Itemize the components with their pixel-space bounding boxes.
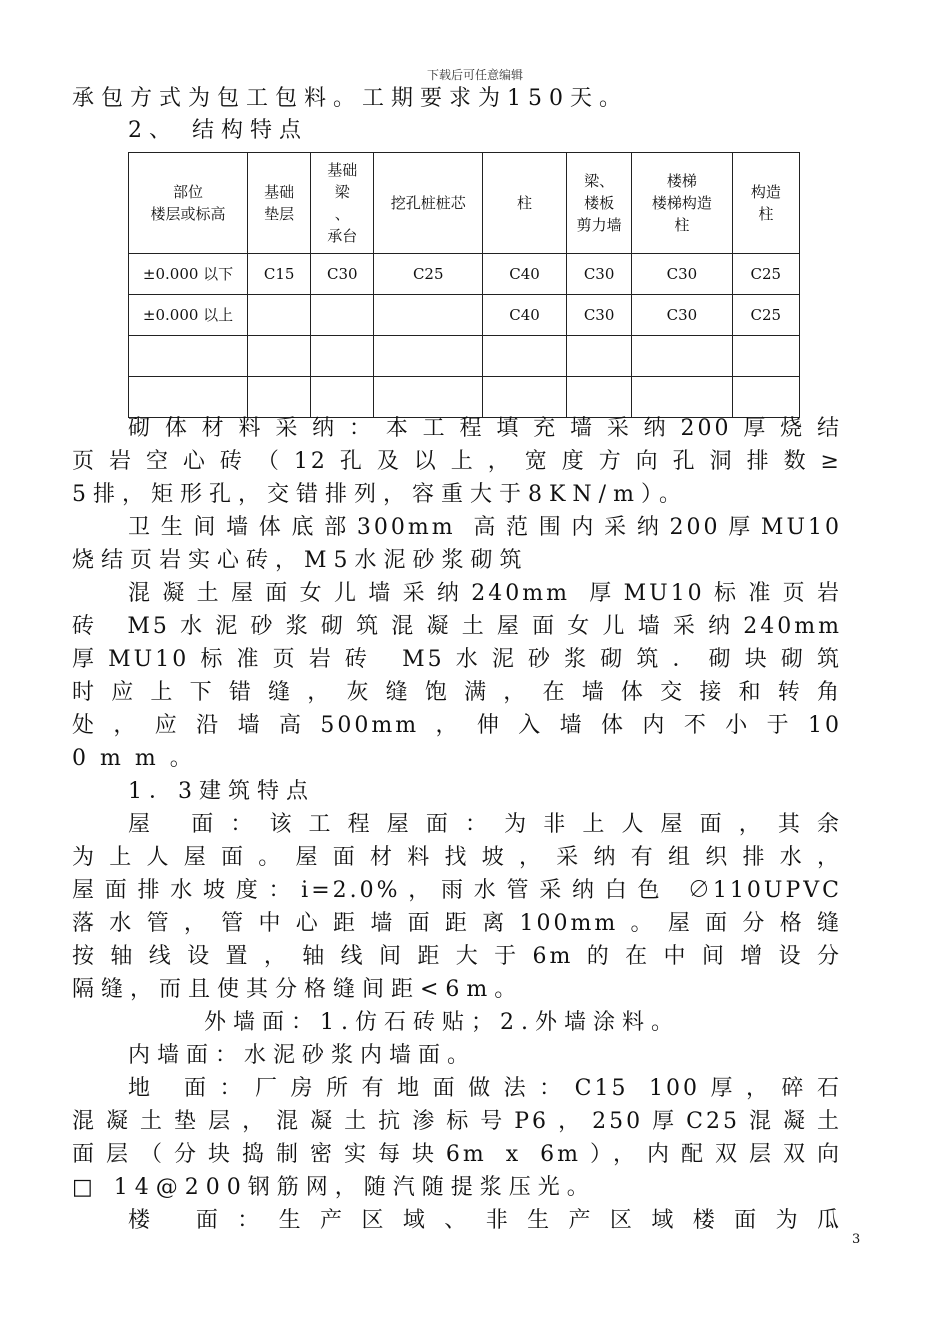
table-cell: C25 (732, 254, 799, 295)
table-cell (248, 377, 311, 418)
table-cell (129, 377, 248, 418)
table-cell: ±0.000 以下 (129, 254, 248, 295)
page-header: 下载后可任意编辑 (426, 68, 523, 82)
text-line: 卫生间墙体底部300mm 高范围内采纳200厚MU10 (128, 515, 842, 540)
table-row (129, 377, 800, 418)
table-cell (566, 336, 631, 377)
text-line: 页岩空心砖（12孔及以上，宽度方向孔洞排数≥ (72, 449, 842, 474)
table-header-cell: 楼梯 楼梯构造 柱 (632, 153, 732, 254)
table-cell: C30 (566, 295, 631, 336)
text-line: 面层（分块捣制密实每块6m x 6m），内配双层双向 (72, 1142, 842, 1167)
table-row (129, 254, 800, 295)
table-cell: C40 (483, 254, 567, 295)
table-cell: C30 (311, 254, 374, 295)
table-header-cell: 基础 梁 、 承台 (311, 153, 374, 254)
text-line: 5排，矩形孔，交错排列，容重大于8KN/m）。 (72, 482, 688, 507)
text-line: 按轴线设置，轴线间距大于6m的在中间增设分 (72, 944, 842, 969)
text-line: 混凝土屋面女儿墙采纳240mm 厚MU10标准页岩 (128, 581, 842, 606)
table-cell: C40 (483, 295, 567, 336)
table-cell (311, 295, 374, 336)
table-header-cell: 挖孔桩桩芯 (374, 153, 483, 254)
text-line: 时应上下错缝，灰缝饱满，在墙体交接和转角 (72, 680, 842, 705)
table-header-cell: 部位 楼层或标高 (129, 153, 248, 254)
text-line: 外墙面：1.仿石砖贴；2.外墙涂料。 (204, 1010, 680, 1035)
table-header-cell: 梁、 楼板 剪力墙 (566, 153, 631, 254)
section-heading: 2、 结构特点 (128, 118, 308, 143)
table-cell (566, 377, 631, 418)
table-cell: C25 (732, 295, 799, 336)
text-line: 处，应沿墙高500mm，伸入墙体内不小于10 (72, 713, 842, 738)
text-line: 厚MU10标准页岩砖 M5水泥砂浆砌筑．砌块砌筑 (72, 647, 842, 672)
table-row (129, 336, 800, 377)
text-line: 地 面：厂房所有地面做法：C15 100厚，碎石 (128, 1076, 842, 1101)
text-line: 落水管，管中心距墙面距离100mm。屋面分格缝 (72, 911, 842, 936)
table-cell (483, 377, 567, 418)
text-line: 砖 M5水泥砂浆砌筑混凝土屋面女儿墙采纳240mm (72, 614, 842, 639)
table-cell: C30 (566, 254, 631, 295)
text-line: 0mm。 (72, 746, 206, 771)
text-line: 屋 面：该工程屋面：为非上人屋面，其余 (128, 812, 842, 837)
text-line: 砌体材料采纳：本工程填充墙采纳200厚烧结 (128, 416, 842, 441)
text-line: 为上人屋面。屋面材料找坡，采纳有组织排水， (72, 845, 842, 870)
page-number: 3 (852, 1232, 861, 1247)
table-cell (632, 377, 732, 418)
table-cell: C15 (248, 254, 311, 295)
text-line: 隔缝，而且使其分格缝间距<6m。 (72, 977, 524, 1002)
table-cell (248, 336, 311, 377)
text-line: 楼 面：生产区域、非生产区域楼面为瓜 (128, 1208, 842, 1233)
table-cell (311, 377, 374, 418)
table-cell (311, 336, 374, 377)
table-cell (483, 336, 567, 377)
table-cell (374, 295, 483, 336)
text-line: 承包方式为包工包料。工期要求为150天。 (72, 86, 628, 111)
table-cell: C25 (374, 254, 483, 295)
text-line: 内墙面：水泥砂浆内墙面。 (128, 1043, 477, 1068)
table-header-cell: 柱 (483, 153, 567, 254)
table-cell: C30 (632, 254, 732, 295)
table-cell: C30 (632, 295, 732, 336)
text-line: □ 14@200钢筋网，随汽随提浆压光。 (72, 1175, 596, 1200)
table-cell (374, 336, 483, 377)
section-heading: 1．3建筑特点 (128, 779, 315, 804)
table-cell (374, 377, 483, 418)
table-cell: ±0.000 以上 (129, 295, 248, 336)
text-line: 烧结页岩实心砖，M5水泥砂浆砌筑 (72, 548, 529, 573)
table-cell (732, 377, 799, 418)
table-row (129, 295, 800, 336)
table-header-row (129, 153, 800, 254)
table-cell (632, 336, 732, 377)
concrete-grade-table (128, 152, 800, 418)
table-cell (248, 295, 311, 336)
table-header-cell: 基础 垫层 (248, 153, 311, 254)
text-line: 混凝土垫层，混凝土抗渗标号P6，250厚C25混凝土 (72, 1109, 842, 1134)
table-header-cell: 构造 柱 (732, 153, 799, 254)
table-cell (732, 336, 799, 377)
text-line: 屋面排水坡度：i=2.0%，雨水管采纳白色 ∅110UPVC (72, 878, 842, 903)
table-cell (129, 336, 248, 377)
